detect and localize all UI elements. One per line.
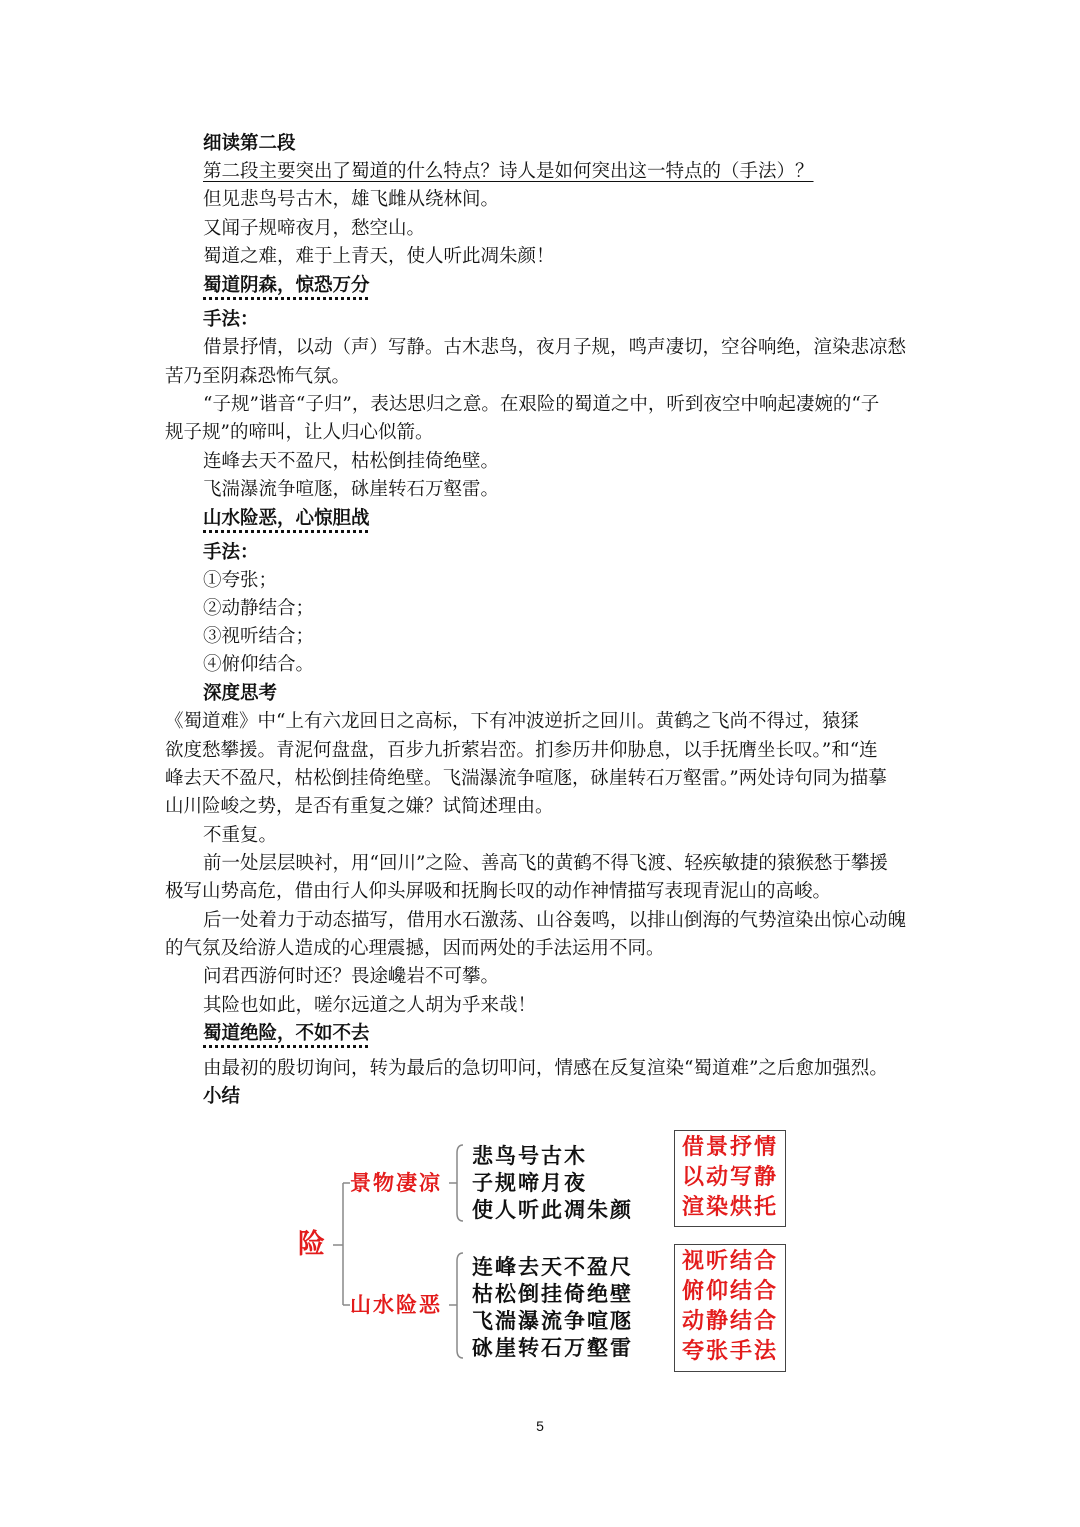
deep-question: 峰去天不盈尺，枯松倒挂倚绝壁。飞湍瀑流争喧豗，砯崖转石万壑雷。”两处诗句同为描摹: [165, 768, 887, 789]
method-item: ③视听结合；: [203, 626, 315, 647]
deep-answer-paragraph: 的气氛及给游人造成的心理震撼，因而两处的手法运用不同。: [165, 938, 665, 959]
technique-box-2: [674, 1244, 786, 1372]
theme-label: 山水险恶，心惊胆战: [203, 508, 370, 529]
guiding-question: 第二段主要突出了蜀道的什么特点？诗人是如何突出这一特点的（手法）？: [203, 161, 814, 182]
method-paragraph: 规子规”的啼叫，让人归心似箭。: [165, 422, 434, 443]
poem-line: 但见悲鸟号古木，雄飞雌从绕林间。: [203, 189, 500, 210]
branch1-item: 使人听此凋朱颜: [472, 1197, 633, 1222]
section-heading: 细读第二段: [203, 133, 296, 154]
branch2-item: 砯崖转石万壑雷: [472, 1335, 633, 1360]
branch1-item: 悲鸟号古木: [472, 1143, 587, 1168]
poem-line: 连峰去天不盈尺，枯松倒挂倚绝壁。: [203, 451, 500, 472]
bracket-branch2: [457, 1253, 463, 1358]
method-item: ①夸张；: [203, 570, 278, 591]
part3-summary: 由最初的殷切询问，转为最后的急切叩问，情感在反复渲染“蜀道难”之后愈加强烈。: [203, 1058, 888, 1079]
poem-line: 其险也如此，嗟尔远道之人胡为乎来哉！: [203, 995, 537, 1016]
deep-answer-paragraph: 极写山势高危，借由行人仰头屏吸和抚胸长叹的动作神情描写表现青泥山的高峻。: [165, 881, 832, 902]
bracket-branch1: [457, 1145, 463, 1221]
poem-line: 蜀道之难，难于上青天，使人听此凋朱颜！: [203, 246, 555, 267]
method-item: ②动静结合；: [203, 598, 315, 619]
deep-thinking-title: 深度思考: [203, 683, 278, 704]
technique-box-1: [674, 1130, 786, 1227]
method-paragraph: “子规”谐音“子归”，表达思归之意。在艰险的蜀道之中，听到夜空中响起凄婉的“子: [203, 394, 880, 415]
technique-item: 视听结合: [681, 1248, 778, 1274]
method-paragraph: 借景抒情，以动（声）写静。古木悲鸟，夜月子规，鸣声凄切，空谷响绝，渲染悲凉愁: [203, 337, 907, 358]
technique-item: 以动写静: [681, 1164, 778, 1190]
poem-line: 飞湍瀑流争喧豗，砯崖转石万壑雷。: [203, 479, 500, 500]
deep-question: 山川险峻之势，是否有重复之嫌？试简述理由。: [165, 796, 554, 817]
branch1-item: 子规啼月夜: [472, 1170, 587, 1195]
summary-title: 小结: [203, 1086, 241, 1107]
deep-question: 欲度愁攀援。青泥何盘盘，百步九折萦岩峦。扪参历井仰胁息，以手抚膺坐长叹。”和“连: [165, 740, 878, 761]
page-number: 5: [536, 1418, 544, 1434]
method-paragraph: 苦乃至阴森恐怖气氛。: [165, 366, 351, 387]
branch2-item: 飞湍瀑流争喧豗: [472, 1308, 633, 1333]
poem-line: 又闻子规啼夜月，愁空山。: [203, 218, 426, 239]
poem-line: 问君西游何时还？畏途巉岩不可攀。: [203, 966, 500, 987]
deep-answer: 不重复。: [203, 825, 278, 846]
deep-question: 《蜀道难》中“上有六龙回日之高标，下有冲波逆折之回川。黄鹤之飞尚不得过，猿猱: [165, 711, 859, 732]
technique-item: 夸张手法: [681, 1338, 778, 1364]
method-item: ④俯仰结合。: [203, 654, 315, 675]
branch1-label: 景物凄凉: [350, 1170, 442, 1195]
diagram-root: 险: [298, 1229, 327, 1260]
branch2-item: 连峰去天不盈尺: [472, 1254, 633, 1279]
deep-answer-paragraph: 后一处着力于动态描写，借用水石激荡、山谷轰鸣，以排山倒海的气势渲染出惊心动魄: [203, 910, 907, 931]
method-label: 手法：: [203, 309, 259, 330]
technique-item: 借景抒情: [681, 1134, 778, 1160]
technique-item: 俯仰结合: [681, 1278, 778, 1304]
theme-label: 蜀道绝险，不如不去: [203, 1023, 370, 1044]
deep-answer-paragraph: 前一处层层映衬，用“回川”之险、善高飞的黄鹤不得飞渡、轻疾敏捷的猿猴愁于攀援: [203, 853, 888, 874]
technique-item: 动静结合: [681, 1308, 778, 1334]
method-label: 手法：: [203, 542, 259, 563]
branch2-item: 枯松倒挂倚绝壁: [472, 1281, 633, 1306]
technique-item: 渲染烘托: [681, 1194, 778, 1220]
branch2-label: 山水险恶: [350, 1292, 442, 1317]
theme-label: 蜀道阴森，惊恐万分: [203, 275, 370, 296]
